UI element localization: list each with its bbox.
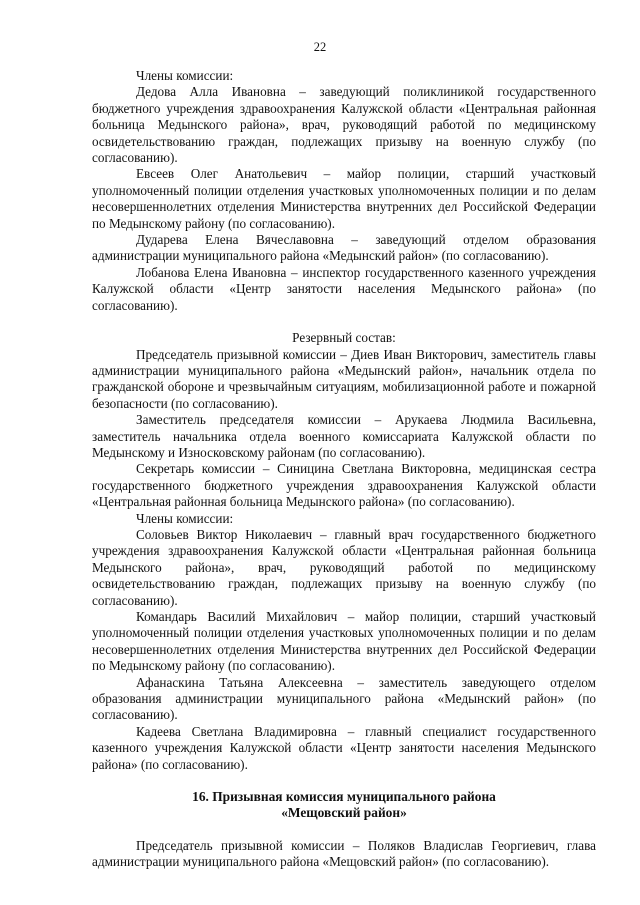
reserve-title: Резервный состав: [292, 330, 396, 346]
member-paragraph: Дударева Елена Вячеславовна – заведующий отделом образования администрации муниципального района «Медынский район» (по согласованию). [92, 232, 596, 264]
member-paragraph: Командарь Василий Михайлович – майор полиции, старший участковый уполномоченный полиции отделения участковых уполномоченных полиции и по делам несовершеннолетних отделения Министерства внутренних дел Российской Федерации по Медынскому району (по согласованию). [92, 609, 596, 674]
member-paragraph: Соловьев Виктор Николаевич – главный врач государственного бюджетного учреждения здравоохранения Калужской области «Центральная районная больница Медынского района», врач, руководящий работой по медицинскому освидетельствованию граждан, подлежащих призыву на военную службу (по согласованию). [92, 526, 596, 608]
reserve-secretary: Секретарь комиссии – Синицина Светлана Викторовна, медицинская сестра государственного бюджетного учреждения здравоохранения Калужской области «Центральная районная больница Медынского района» (по согласованию). [92, 461, 596, 510]
member-paragraph: Евсеев Олег Анатольевич – майор полиции, старший участковый уполномоченный полиции отделения участковых уполномоченных полиции и по делам несовершеннолетних отделения Министерства внутренних дел Российской Федерации по Медынскому району (по согласованию). [92, 166, 596, 231]
member-paragraph: Дедова Алла Ивановна – заведующий поликлиникой государственного бюджетного учреждения здравоохранения Калужской области «Центральная районная больница Медынского района», врач, руководящий работой по медицинскому освидетельствованию граждан, подлежащих призыву на военную службу (по согласованию). [92, 84, 596, 166]
document-body [92, 68, 596, 871]
section-heading-subtitle: «Мещовский район» [281, 805, 407, 821]
section-heading: 16. Призывная комиссия муниципального района [192, 789, 496, 805]
member-paragraph: Афанаскина Татьяна Алексеевна – заместитель заведующего отделом образования администрации муниципального района «Медынский район» (по согласованию). [92, 674, 596, 723]
member-paragraph: Лобанова Елена Ивановна – инспектор государственного казенного учреждения Калужской области «Центр занятости населения Медынского района» (по согласованию). [92, 264, 596, 313]
reserve-members-label: Члены комиссии: [136, 510, 234, 526]
page-number: 22 [313, 40, 327, 54]
member-paragraph: Кадеева Светлана Владимировна – главный специалист государственного казенного учреждения Калужской области «Центр занятости населения Медынского района» (по согласованию). [92, 723, 596, 772]
members-label: Члены комиссии: [136, 68, 234, 83]
section-chair: Председатель призывной комиссии – Поляков Владислав Георгиевич, глава администрации муниципального района «Мещовский район» (по согласованию). [92, 837, 596, 870]
reserve-deputy: Заместитель председателя комиссии – Арукаева Людмила Васильевна, заместитель начальника отдела военного комиссариата Калужской области по Медынскому и Износковскому районам (по согласованию). [92, 412, 596, 460]
reserve-chair: Председатель призывной комиссии – Диев Иван Викторович, заместитель главы администрации муниципального района «Медынский район», начальник отдела по гражданской обороне и чрезвычайным ситуациям, мобилизационной работе и пожарной безопасности (по согласованию). [92, 346, 596, 411]
